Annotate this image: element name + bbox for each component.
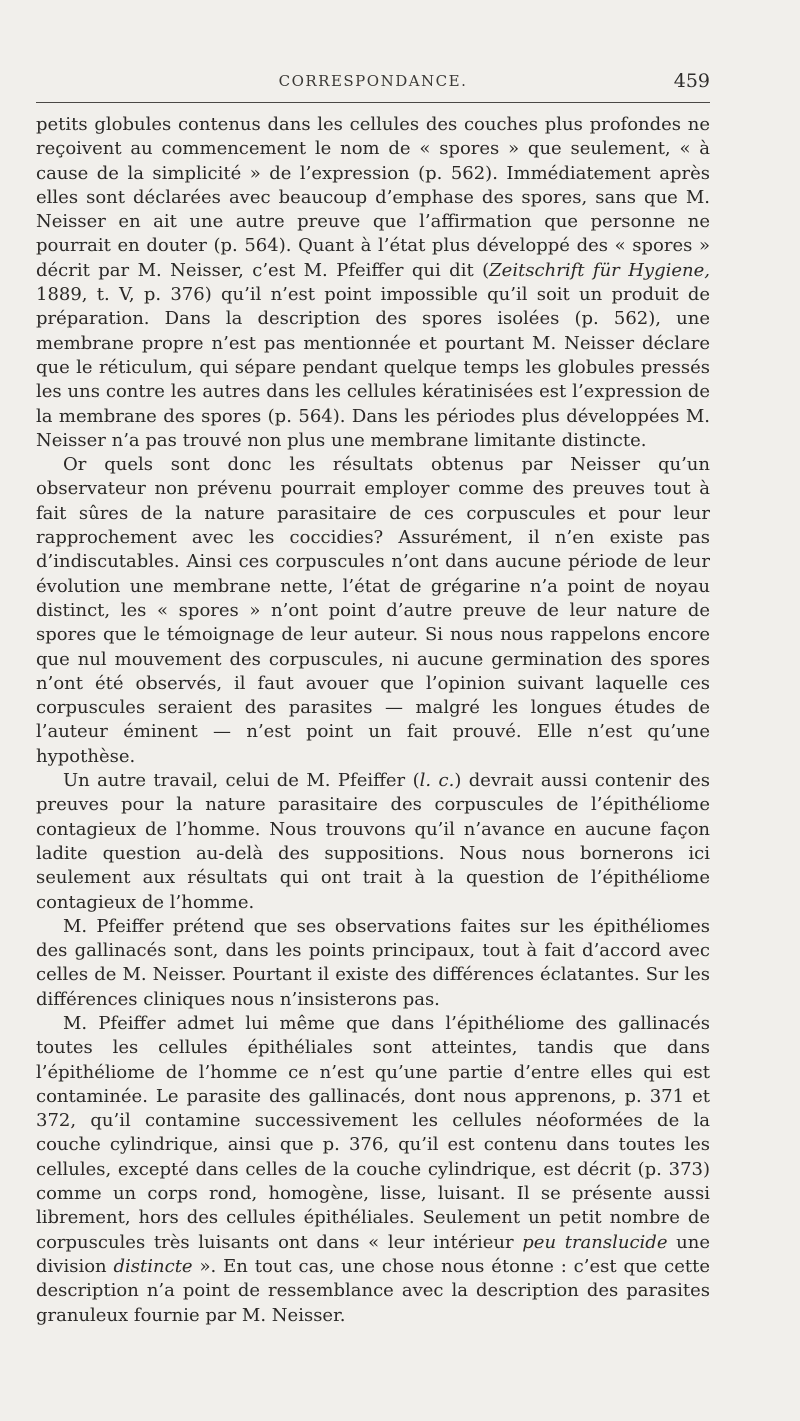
paragraph <box>36 453 710 769</box>
paragraph <box>36 769 710 915</box>
italic-text: l. c. <box>419 770 455 792</box>
text-segment: une division <box>36 1231 710 1277</box>
paragraph <box>36 113 710 453</box>
text-segment: Un autre travail, celui de M. Pfeiffer ( <box>63 770 420 792</box>
paragraph <box>36 1012 710 1328</box>
text-segment: 1889, t. V, p. 376) qu’il n’est point impossible qu’il soit un produit de préparation. Dans la description des spores isolées (p. 562), une membrane propre n’est pas mentionnée et pourtant M. Neisser déclare que le réticulum, qui sépare pendant quelque temps les globules pressés les uns contre les autres dans les cellules kératinisées est l’expression de la membrane des spores (p. 564). Dans les périodes plus développées M. Neisser n’a pas trouvé non plus une membrane limitante distincte. <box>36 284 710 451</box>
text-segment: Or quels sont donc les résultats obtenus par Neisser qu’un observateur non prévenu pourrait employer comme des preuves tout à fait sûres de la nature parasitaire de ces corpuscules et pour leur rapprochement avec les coccidies? Assurément, il n’en existe pas d’indiscutables. Ainsi ces corpuscules n’ont dans aucune période de leur évolution une membrane nette, l’état de grégarine n’a point de noyau distinct, les « spores » n’ont point d’autre preuve de leur nature de spores que le témoignage de leur auteur. Si nous nous rappelons encore que nul mouvement des corpuscules, ni aucune germination des spores n’ont été observés, il faut avouer que l’opinion suivant laquelle ces corpuscules seraient des parasites — malgré les longues études de l’auteur éminent — n’est point un fait prouvé. Elle n’est qu’une hypothèse. <box>36 454 710 767</box>
running-head: CORRESPONDANCE. <box>278 72 468 90</box>
page-number: 459 <box>673 70 710 92</box>
italic-text: Zeitschrift für Hygiene, <box>489 259 710 281</box>
page-header <box>36 72 710 102</box>
header-rule <box>36 102 710 103</box>
text-segment: M. Pfeiffer prétend que ses observations faites sur les épithéliomes des gallinacés sont, dans les points principaux, tout à fait d’accord avec celles de M. Neisser. Pourtant il existe des différences éclatantes. Sur les différences cliniques nous n’insisterons pas. <box>36 915 710 1010</box>
italic-text: peu translucide <box>522 1231 668 1253</box>
text-segment: petits globules contenus dans les cellules des couches plus profondes ne reçoivent au commencement le nom de « spores » que seulement, « à cause de la simplicité » de l’expression (p. 562). Immédiatement après elles sont déclarées avec beaucoup d’emphase des spores, sans que M. Neisser en ait une autre preuve que l’affirmation que personne ne pourrait en douter (p. 564). Quant à l’état plus développé des « spores » décrit par M. Neisser, c’est M. Pfeiffer qui dit ( <box>36 114 710 281</box>
italic-text: distincte <box>113 1255 193 1277</box>
text-segment: M. Pfeiffer admet lui même que dans l’épithéliome des gallinacés toutes les cellules épithéliales sont atteintes, tandis que dans l’épithéliome de l’homme ce n’est qu’une partie d’entre elles qui est contaminée. Le parasite des gallinacés, dont nous apprenons, p. 371 et 372, qu’il contamine successivement les cellules néoformées de la couche cylindrique, ainsi que p. 376, qu’il est contenu dans toutes les cellules, excepté dans celles de la couche cylindrique, est décrit (p. 373) comme un corps rond, homogène, lisse, luisant. Il se présente aussi librement, hors des cellules épithéliales. Seulement un petit nombre de corpuscules très luisants ont dans « leur intérieur <box>36 1012 710 1253</box>
text-segment: ». En tout cas, une chose nous étonne : c’est que cette description n’a point de ressemblance avec la description des parasites granuleux fournie par M. Neisser. <box>36 1255 710 1326</box>
paragraph <box>36 915 710 1012</box>
body-text <box>36 113 710 1328</box>
text-segment: ) devrait aussi contenir des preuves pour la nature parasitaire des corpuscules de l’épithéliome contagieux de l’homme. Nous trouvons qu’il n’avance en aucune façon ladite question au-delà des suppositions. Nous nous bornerons ici seulement aux résultats qui ont trait à la question de l’épithéliome contagieux de l’homme. <box>36 770 710 913</box>
